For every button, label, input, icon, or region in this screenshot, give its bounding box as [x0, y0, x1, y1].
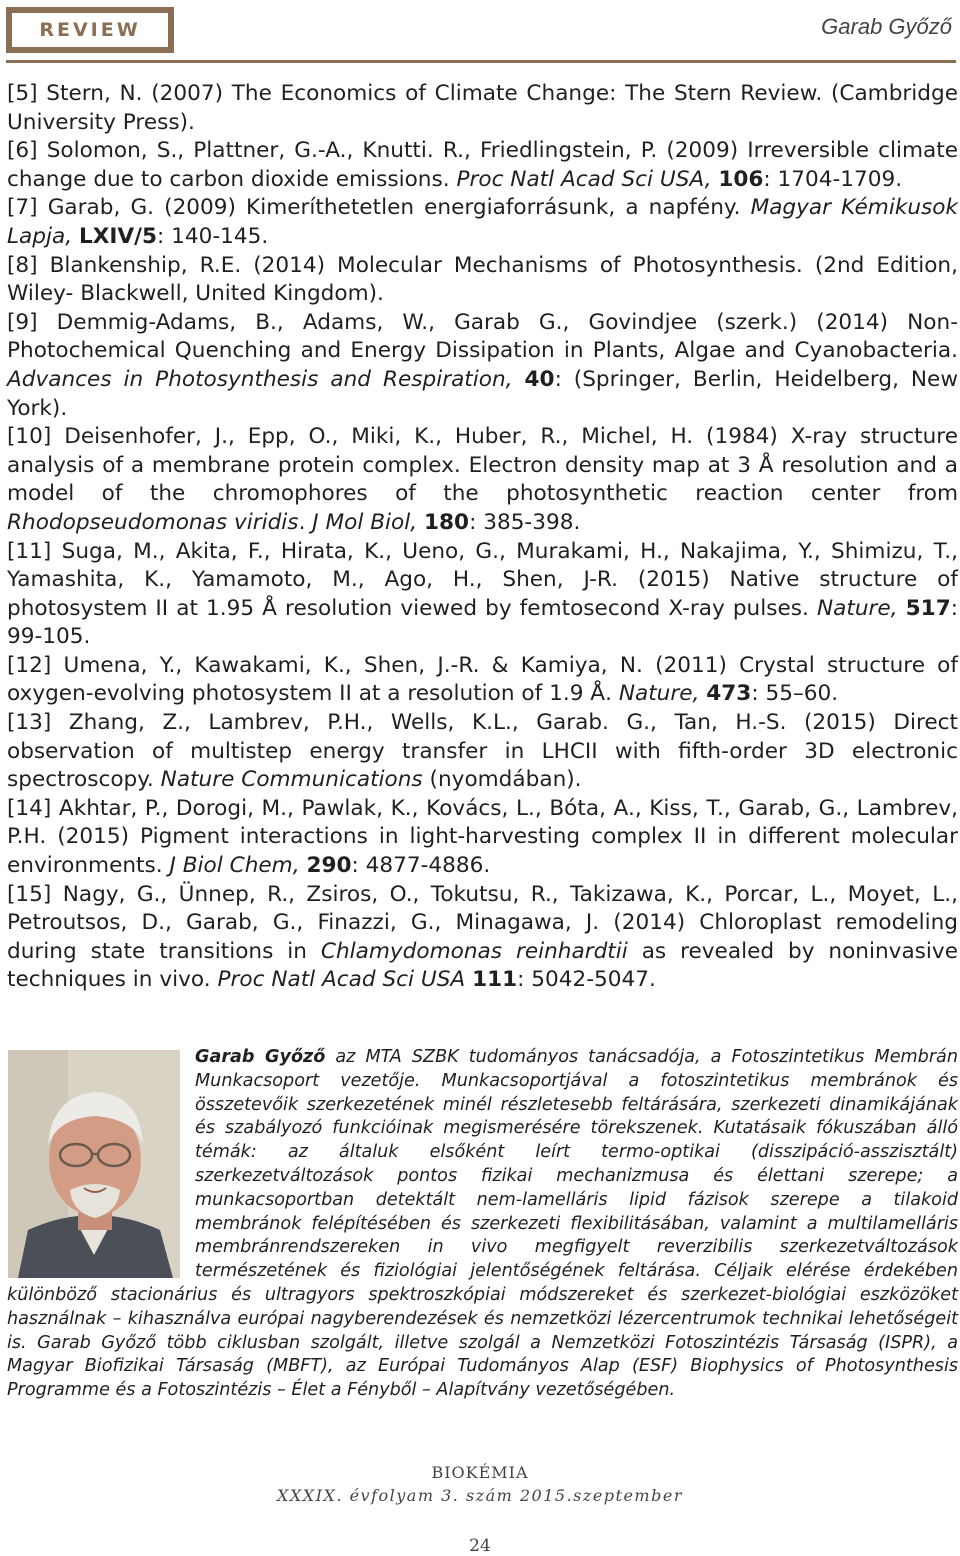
reference-item [7, 652, 958, 709]
reference-text: : 1704-1709. [763, 166, 903, 192]
reference-text: [6] Solomon, S., Plattner, G.-A., Knutti. R., Friedlingstein, P. (2009) Irreversible climate change due to carbon dioxide emissions. [7, 138, 958, 192]
page-number: 24 [469, 1536, 491, 1556]
reference-text: J Biol Chem, [169, 853, 307, 879]
page-header [0, 0, 960, 60]
reference-item [7, 194, 958, 251]
section-label-box [6, 7, 174, 53]
reference-text: LXIV/5 [78, 223, 158, 249]
reference-text: : 99-105. [7, 595, 958, 650]
reference-text: 290 [306, 853, 352, 879]
reference-item [7, 709, 958, 795]
reference-text: 40 [524, 366, 555, 392]
reference-item [7, 137, 958, 194]
reference-text: [14] Akhtar, P., Dorogi, M., Pawlak, K., Kovács, L., Bóta, A., Kiss, T., Garab, G., Lambrev, P.H. (2015) Pigment interactions in light-harvesting complex II in different molecular environments. [7, 795, 958, 879]
reference-text: [7] Garab, G. (2009) Kimeríthetetlen energiaforrásunk, a napfény. [7, 195, 751, 221]
section-label: REVIEW [12, 13, 168, 47]
reference-text: 517 [905, 595, 951, 621]
reference-text: as revealed by noninvasive techniques in vivo. [7, 938, 958, 993]
reference-text: Rhodopseudomonas viridis [7, 509, 299, 535]
reference-text: [15] Nagy, G., Ünnep, R., Zsiros, O., Tokutsu, R., Takizawa, K., Porcar, L., Moyet, L., Petroutsos, D., Garab, G., Finazzi, G., Minagawa, J. (2014) Chloroplast remodeling during state transitions in [7, 881, 958, 964]
reference-list [7, 80, 958, 995]
reference-text: 111 [472, 967, 518, 993]
reference-text: Advances in Photosynthesis and Respiration, [7, 366, 525, 392]
reference-text: [10] Deisenhofer, J., Epp, O., Miki, K., Huber, R., Michel, H. (1984) X-ray structure analysis of a membrane protein complex. Electron density map at 3 Å resolution and a model of the chromophores of the photosynthetic reaction center from [7, 424, 958, 507]
reference-text: : 55–60. [751, 681, 839, 707]
reference-text: J Mol Biol, [312, 509, 424, 535]
issue-info: XXXIX. évfolyam 3. szám 2015.szeptember [277, 1486, 683, 1505]
reference-text: Magyar Kémikusok Lapja, [7, 195, 958, 249]
reference-text: : 4877-4886. [351, 853, 491, 879]
journal-name: BIOKÉMIA [431, 1463, 529, 1482]
reference-text: [5] Stern, N. (2007) The Economics of Climate Change: The Stern Review. (Cambridge University Press). [7, 81, 958, 135]
reference-text: Proc Natl Acad Sci USA, [456, 166, 719, 192]
reference-text: Nature Communications [160, 767, 423, 793]
reference-text: 473 [706, 681, 752, 707]
reference-text: (nyomdában). [422, 767, 582, 793]
reference-text: [12] Umena, Y., Kawakami, K., Shen, J.-R. & Kamiya, N. (2011) Crystal structure of oxygen-evolving photosystem II at a resolution of 1.9 Å. [7, 652, 958, 707]
reference-text: [8] Blankenship, R.E. (2014) Molecular Mechanisms of Photosynthesis. (2nd Edition, Wiley- Blackwell, United Kingdom). [7, 252, 958, 307]
reference-text: : 5042-5047. [517, 967, 656, 993]
reference-item [7, 309, 958, 423]
reference-text: Nature, [618, 681, 707, 707]
reference-text: Nature, [816, 595, 906, 621]
reference-text: : 140-145. [157, 223, 269, 249]
header-divider [6, 60, 956, 63]
reference-text: 106 [718, 166, 764, 192]
reference-text: [11] Suga, M., Akita, F., Hirata, K., Ueno, G., Murakami, H., Nakajima, Y., Shimizu, T., Yamashita, K., Yamamoto, M., Ago, H., Shen, J-R. (2015) Native structure of photosystem II at 1.95 Å resolution viewed by femtosecond X-ray pulses. [7, 538, 958, 621]
reference-text: : 385-398. [469, 509, 581, 535]
reference-item [7, 80, 958, 137]
page-footer [0, 1462, 960, 1556]
reference-item [7, 423, 958, 537]
reference-item [7, 795, 958, 881]
reference-text: 180 [424, 509, 470, 535]
photo-spacer [7, 1046, 195, 1282]
bio-author-name: Garab Győző [195, 1047, 326, 1067]
reference-text: : (Springer, Berlin, Heidelberg, New York). [7, 366, 958, 421]
reference-item [7, 538, 958, 652]
reference-text: [9] Demmig-Adams, B., Adams, W., Garab G., Govindjee (szerk.) (2014) Non-Photochemical Quenching and Energy Dissipation in Plants, Algae and Cyanobacteria. [7, 309, 958, 364]
author-bio [7, 1046, 958, 1403]
reference-item [7, 881, 958, 995]
reference-text: Proc Natl Acad Sci USA [217, 967, 473, 993]
reference-text: . [298, 509, 313, 535]
running-head-author: Garab Győző [821, 14, 952, 39]
reference-text: Chlamydomonas reinhardtii [320, 938, 628, 964]
bio-text: az MTA SZBK tudományos tanácsadója, a Fotoszintetikus Membrán Munkacsoport vezetője. Munkacsoportjával a fotoszintetikus membránok és összetevőik szerkezetének minél részletesebb feltárására, szerkezeti dinamikájának és szabályozó funkcióinak megismerésére törekszenek. Kutatásaik fókuszában álló témák: az általuk elsőként leírt termo-optikai (disszipáció-asszisztált) szerkezetváltozások pontos fizikai mechanizmusa és élettani szerepe; a munkacsoportban detektált nem-lamelláris lipid fázisok szerepe a tilakoid membránok felépítésében és szerkezeti flexibilitásában, valamint a multilamelláris membránrendszereken in vivo megfigyelt reverzibilis szerkezetváltozások természetének és fiziológiai jelentőségének feltárása. Céljaik elérése érdekében különböző stacionárius és ultragyors spektroszkópiai módszereket és szerkezet-biológiai eszközöket használnak – kihasználva európai nagyberendezések és nemzetközi lézercentrumok technikai lehetőségeit is. Garab Győző több ciklusban szolgált, illetve szolgál a Nemzetközi Fotoszintézis Társaság (ISPR), a Magyar Biofizikai Társaság (MBFT), az Európai Tudományos Alap (ESF) Biophysics of Photosynthesis Programme és a Fotoszintézis – Élet a Fényből – Alapítvány vezetőségében. [7, 1047, 958, 1401]
reference-item [7, 252, 958, 309]
reference-text: [13] Zhang, Z., Lambrev, P.H., Wells, K.L., Garab. G., Tan, H.-S. (2015) Direct observation of multistep energy transfer in LHCII with fifth-order 3D electronic spectroscopy. [7, 710, 958, 793]
